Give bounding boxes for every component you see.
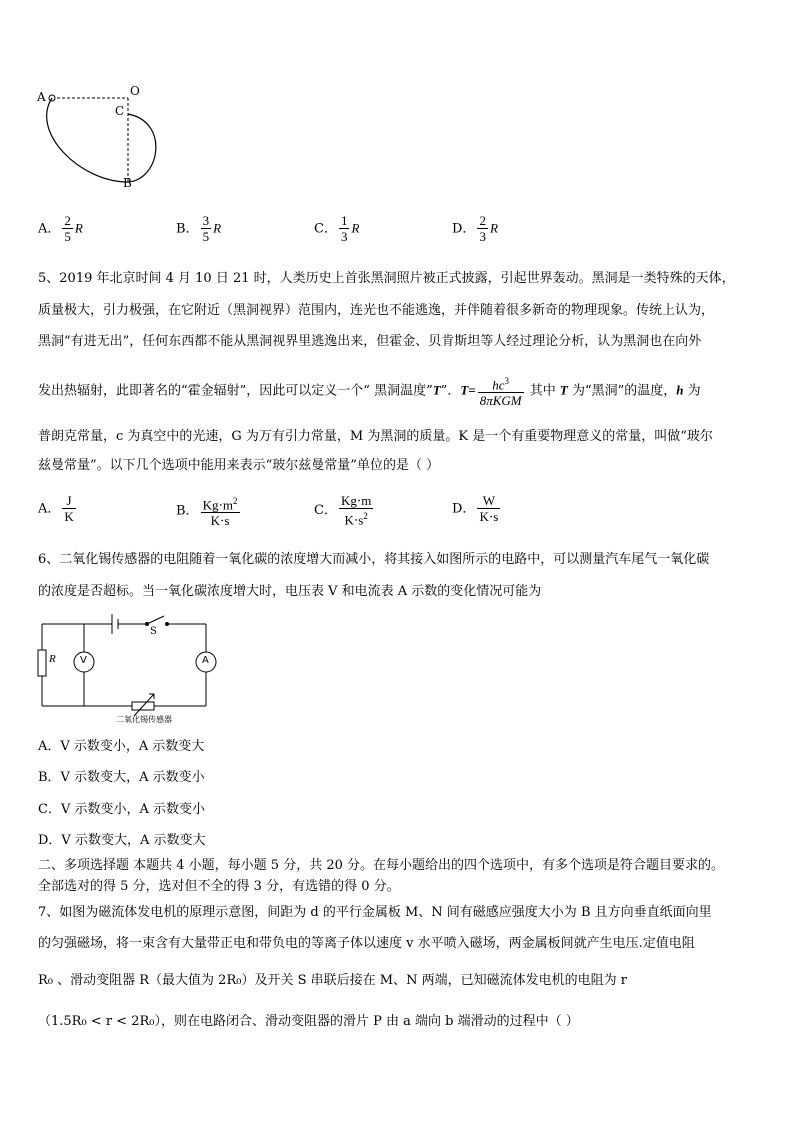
orbit-figure: [30, 82, 170, 194]
q7-line-3: R₀ 、滑动变阻器 R（最大值为 2R₀）及开关 S 串联后接在 M、N 两端，已知磁流体发电机的电阻为 r: [38, 973, 627, 988]
q4-option-a[interactable]: A． $\frac{2}{5}$ R: [38, 213, 83, 244]
voltmeter-label: V: [80, 655, 87, 666]
q5-option-d[interactable]: D． $\frac{W}{K\cdot s}$: [452, 493, 499, 524]
q4-option-b[interactable]: B． $\frac{3}{5}$ R: [176, 213, 222, 244]
q6-option-c[interactable]: C．V 示数变小，A 示数变小: [38, 802, 205, 817]
q5-option-a[interactable]: A． $\frac{J}{K}$: [38, 493, 74, 524]
ammeter-label: A: [202, 655, 209, 666]
option-letter: C．: [314, 221, 337, 237]
q7-line-1: 7、如图为磁流体发电机的原理示意图，间距为 d 的平行金属板 M、N 间有磁感应强度大小为 B 且方向垂直纸面向里: [38, 905, 712, 920]
q5-line-2: 质量极大，引力极强，在它附近（黑洞视界）范围内，连光也不能逃逸，并伴随着很多新奇的物理现象。传统上认为，: [38, 303, 715, 318]
sensor-caption: 二氧化锡传感器: [116, 715, 172, 724]
q4-option-c[interactable]: C． $\frac{1}{3}$ R: [314, 213, 360, 244]
q6-line-2: 的浓度是否超标。当一氧化碳浓度增大时，电压表 V 和电流表 A 示数的变化情况可能为: [38, 584, 542, 599]
q6-option-d[interactable]: D．V 示数变大，A 示数变大: [38, 833, 206, 848]
fraction: $\frac{2}{5}$: [64, 213, 71, 244]
circuit-diagram: [36, 610, 226, 728]
q5-line-3: 黑洞“有进无出”，任何东西都不能从黑洞视界里逃逸出来，但霍金、贝肯斯坦等人经过理论分析，认为黑洞也在向外: [38, 334, 702, 349]
label-r: R: [49, 653, 56, 665]
q5-option-c[interactable]: C． $\frac{Kg\cdot m}{K\cdot s^2}$: [314, 493, 372, 528]
q5-line-6: 兹曼常量”。以下几个选项中能用来表示“玻尔兹曼常量”单位的是（ ）: [38, 458, 440, 473]
fraction: $\frac{1}{3}$: [340, 213, 348, 244]
section-2-line-2: 全部选对的得 5 分，选对但不全的得 3 分，有选错的得 0 分。: [38, 879, 400, 894]
q5-line-4: 发出热辐射，此即著名的“霍金辐射”，因此可以定义一个“ 黑洞温度”T”．T= $\frac{hc^3}{\text{8πKGM}}$ 其中 T 为“黑洞”的温度，h 为: [38, 376, 701, 409]
q5-option-b[interactable]: B． $\frac{Kg\cdot m^2}{K\cdot s}$: [176, 496, 238, 529]
q4-option-d[interactable]: D． $\frac{2}{3}$ R: [452, 213, 498, 244]
q5-line-5: 普朗克常量，c 为真空中的光速，G 为万有引力常量，M 为黑洞的质量。K 是一个有重要物理意义的常量，叫做“玻尔: [38, 429, 713, 444]
switch-label: S: [150, 626, 157, 637]
q7-line-4: （1.5R₀ < r < 2R₀），则在电路闭合、滑动变阻器的滑片 P 由 a 端向 b 端滑动的过程中（ ）: [38, 1014, 579, 1029]
option-letter: A．: [38, 221, 61, 237]
circuit-figure: [36, 610, 226, 728]
fraction: $\frac{2}{3}$: [479, 213, 486, 244]
fraction: $\frac{3}{5}$: [202, 213, 210, 244]
hawking-formula: $\frac{hc^3}{\text{8πKGM}}$: [479, 376, 522, 409]
q6-line-1: 6、二氧化锡传感器的电阻随着一氧化碳的浓度增大而减小，将其接入如图所示的电路中，可以测量汽车尾气一氧化碳: [38, 552, 710, 567]
label-c: C: [115, 104, 125, 118]
section-2-line-1: 二、多项选择题 本题共 4 小题，每小题 5 分，共 20 分。在每小题给出的四个选项中，有多个选项是符合题目要求的。: [38, 858, 725, 873]
q7-line-2: 的匀强磁场，将一束含有大量带正电和带负电的等离子体以速度 v 水平喷入磁场，两金属板间就产生电压.定值电阻: [38, 936, 695, 951]
label-b: B: [123, 176, 132, 190]
q6-option-a[interactable]: A．V 示数变小，A 示数变大: [38, 739, 205, 754]
label-a: A: [37, 90, 46, 104]
label-o: O: [130, 84, 140, 98]
orbit-diagram: [30, 82, 170, 194]
option-letter: D．: [452, 221, 476, 237]
q6-option-b[interactable]: B．V 示数变大，A 示数变小: [38, 770, 205, 785]
q5-line-1: 5、2019 年北京时间 4 月 10 日 21 时，人类历史上首张黑洞照片被正式披露，引起世界轰动。黑洞是一类特殊的天体，: [38, 271, 735, 286]
option-letter: B．: [176, 221, 199, 237]
